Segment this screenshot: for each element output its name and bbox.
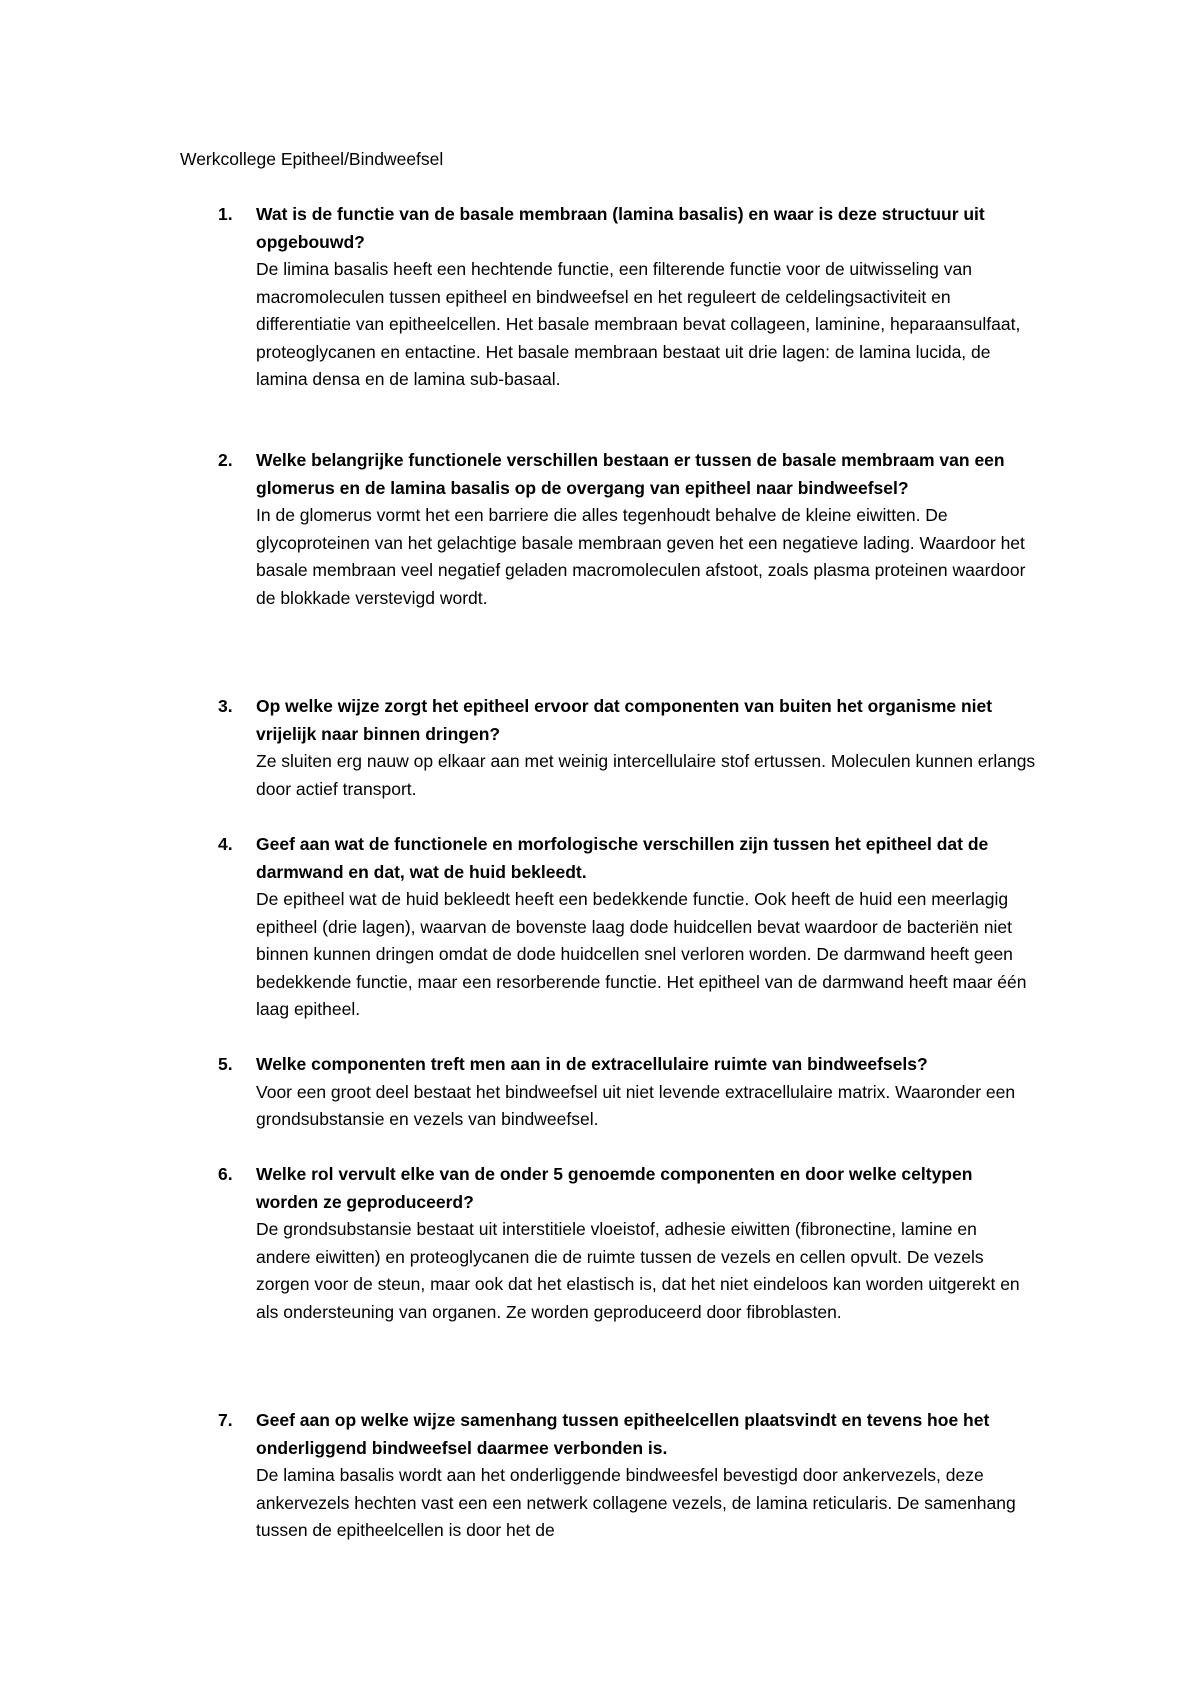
question-item-7 xyxy=(0,1407,1200,1545)
answer-text: De limina basalis heeft een hechtende functie, een filterende functie voor de uitwisseling van macromoleculen tussen epitheel en bindweefsel en het reguleert de celdelingsactiviteit en differentiatie van epitheelcellen. Het basale membraan bevat collageen, laminine, heparaansulfaat, proteoglycanen en entactine. Het basale membraan bestaat uit drie lagen: de lamina lucida, de lamina densa en de lamina sub-basaal. xyxy=(256,259,1021,389)
question-number: 4. xyxy=(218,834,233,854)
question-number: 6. xyxy=(218,1164,233,1184)
document-title: Werkcollege Epitheel/Bindweefsel xyxy=(180,149,444,169)
answer-text: De grondsubstansie bestaat uit interstitiele vloeistof, adhesie eiwitten (fibronectine, lamine en andere eiwitten) en proteoglycanen die de ruimte tussen de vezels en cellen opvult. De vezels zorgen voor de steun, maar ook dat het elastisch is, dat het niet eindeloos kan worden uitgerekt en als ondersteuning van organen. Ze worden geproduceerd door fibroblasten. xyxy=(256,1219,1020,1322)
question-item-5 xyxy=(0,1051,1200,1134)
answer-text: Voor een groot deel bestaat het bindweefsel uit niet levende extracellulaire matrix. Waaronder een grondsubstansie en vezels van bindweefsel. xyxy=(256,1081,1016,1129)
question-number: 1. xyxy=(218,204,233,224)
answer-text: De lamina basalis wordt aan het onderliggende bindweesfel bevestigd door ankervezels, deze ankervezels hechten vast een een netwerk collagene vezels, de lamina reticularis. De samenhang tussen de epitheelcellen is door het de xyxy=(256,1465,1016,1540)
question-text: Welke componenten treft men aan in de extracellulaire ruimte van bindweefsels? xyxy=(256,1054,928,1074)
question-text: Geef aan op welke wijze samenhang tussen epitheelcellen plaatsvindt en tevens hoe het onderliggend bindweefsel daarmee verbonden is. xyxy=(256,1410,990,1458)
question-item-1 xyxy=(0,201,1200,394)
answer-text: De epitheel wat de huid bekleedt heeft een bedekkende functie. Ook heeft de huid een meerlagig epitheel (drie lagen), waarvan de bovenste laag dode huidcellen bevat waardoor de bacteriën niet binnen kunnen dringen omdat de dode huidcellen snel verloren worden. De darmwand heeft geen bedekkende functie, maar een resorberende functie. Het epitheel van de darmwand heeft maar één laag epitheel. xyxy=(256,889,1027,1019)
question-text: Geef aan wat de functionele en morfologische verschillen zijn tussen het epitheel dat de darmwand en dat, wat de huid bekleedt. xyxy=(256,834,989,882)
question-number: 7. xyxy=(218,1410,233,1430)
question-item-2 xyxy=(0,447,1200,612)
question-text: Welke belangrijke functionele verschillen bestaan er tussen de basale membraam van een glomerus en de lamina basalis op de overgang van epitheel naar bindweefsel? xyxy=(256,450,1005,498)
question-number: 3. xyxy=(218,696,233,716)
question-item-4 xyxy=(0,831,1200,1024)
question-number: 5. xyxy=(218,1054,233,1074)
question-text: Op welke wijze zorgt het epitheel ervoor dat componenten van buiten het organisme niet vrijelijk naar binnen dringen? xyxy=(256,696,993,744)
question-text: Welke rol vervult elke van de onder 5 genoemde componenten en door welke celtypen worden ze geproduceerd? xyxy=(256,1164,973,1212)
answer-text: Ze sluiten erg nauw op elkaar aan met weinig intercellulaire stof ertussen. Moleculen kunnen erlangs door actief transport. xyxy=(256,751,1036,799)
question-item-3 xyxy=(0,693,1200,803)
question-number: 2. xyxy=(218,450,233,470)
answer-text: In de glomerus vormt het een barriere die alles tegenhoudt behalve de kleine eiwitten. De glycoproteinen van het gelachtige basale membraan geven het een negatieve lading. Waardoor het basale membraan veel negatief geladen macromoleculen afstoot, zoals plasma proteinen waardoor de blokkade verstevigd wordt. xyxy=(256,505,1026,608)
question-item-6 xyxy=(0,1161,1200,1326)
question-text: Wat is de functie van de basale membraan (lamina basalis) en waar is deze structuur uit opgebouwd? xyxy=(256,204,985,252)
